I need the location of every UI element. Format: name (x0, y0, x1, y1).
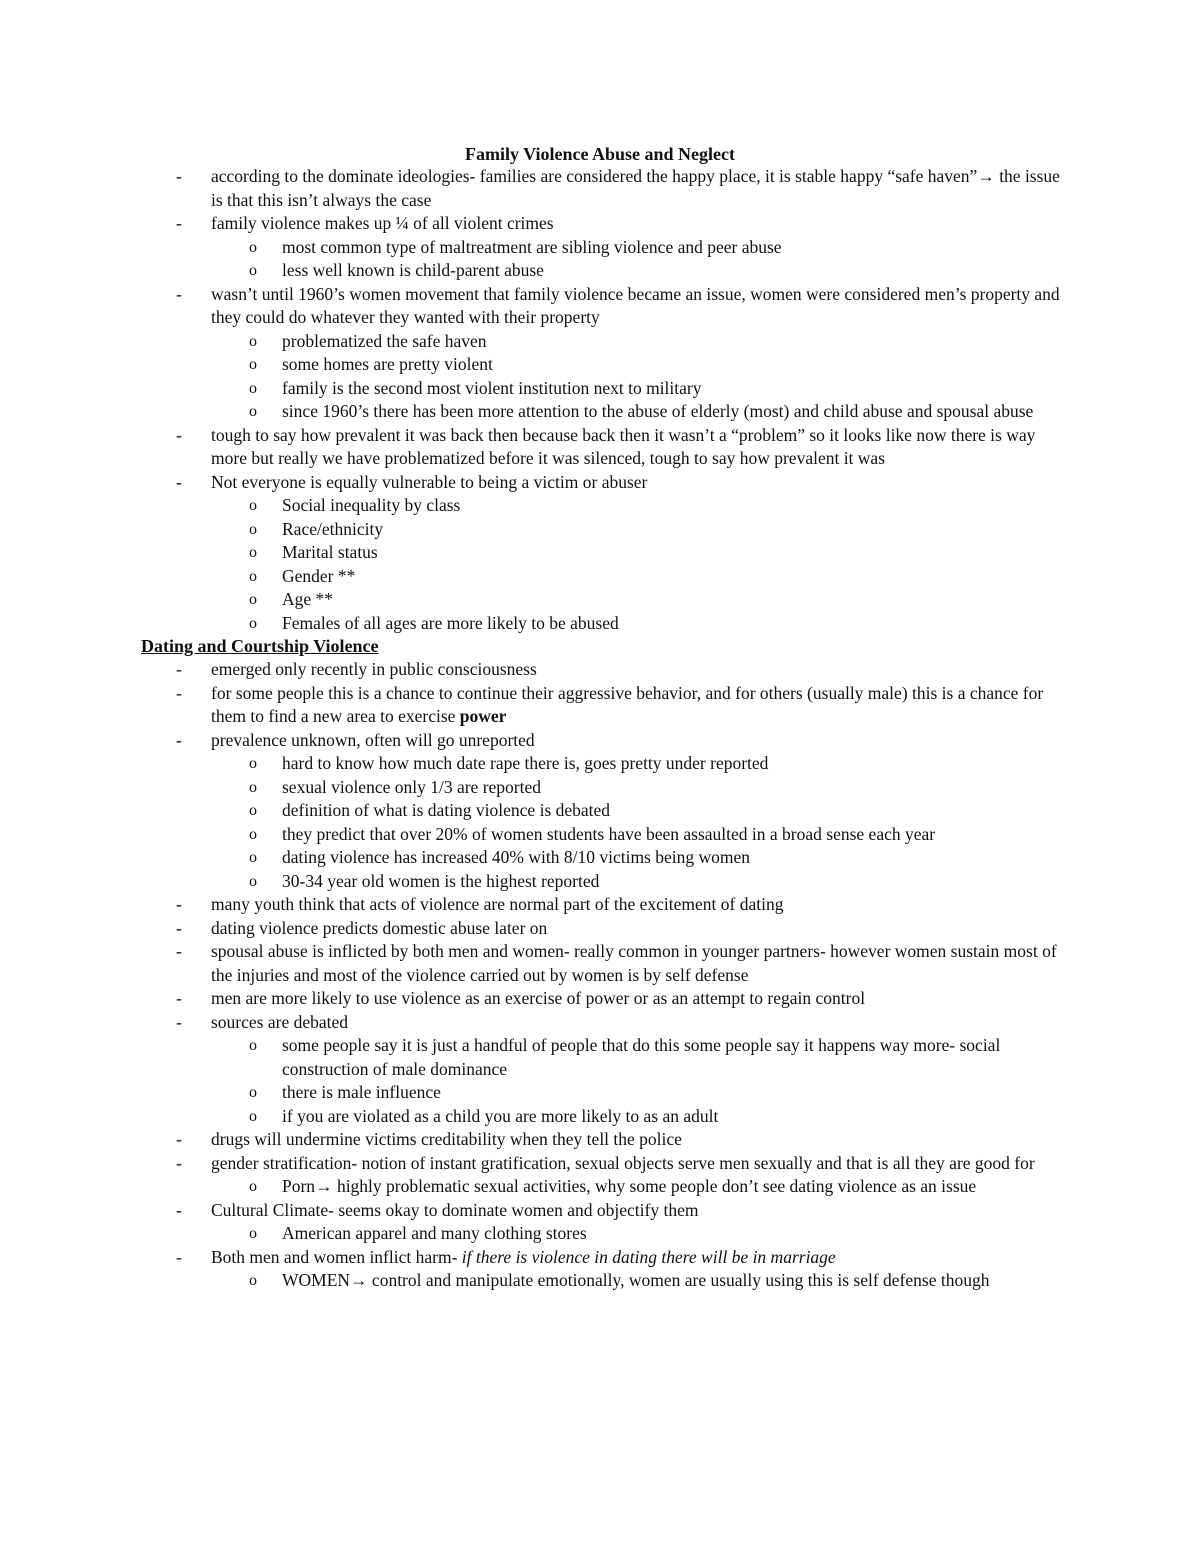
list-item (0, 1011, 1066, 1035)
sub-list-item (0, 236, 1052, 260)
list-item (0, 658, 1066, 682)
item-text: if you are violated as a child you are more likely to as an adult (282, 1105, 719, 1126)
circle-bullet: o (249, 1225, 257, 1242)
sub-list-item (0, 353, 1052, 377)
list-item (0, 165, 1066, 212)
item-text: Race/ethnicity (282, 518, 384, 539)
dash-bullet: - (176, 682, 182, 703)
item-text: some people say it is just a handful of people that do this some people say it happens way more- social construction of male dominance (282, 1035, 1001, 1079)
item-text: family violence makes up ¼ of all violent crimes (211, 213, 554, 233)
sub-list-item (0, 588, 1052, 612)
item-text: most common type of maltreatment are sibling violence and peer abuse (282, 236, 782, 257)
list-item (0, 987, 1066, 1011)
circle-bullet: o (249, 520, 257, 538)
circle-bullet: o (249, 544, 257, 561)
sub-list-item (0, 846, 1052, 870)
circle-bullet: o (249, 567, 257, 585)
italic-text: if there is violence in dating there will be in marriage (461, 1246, 836, 1267)
section-heading: Dating and Courtship Violence (141, 636, 379, 656)
item-text: since 1960’s there has been more attention to the abuse of elderly (most) and child abuse and spousal abuse (282, 401, 1034, 421)
dash-bullet: - (176, 1246, 182, 1267)
item-text: control and manipulate emotionally, women are usually using this is self defense though (367, 1270, 990, 1290)
item-text: highly problematic sexual activities, why some people don’t see dating violence as an issue (332, 1176, 977, 1196)
item-text: Social inequality by class (282, 495, 461, 515)
sub-list-item (0, 776, 1052, 800)
list-item (0, 917, 1066, 941)
sub-list-item (0, 330, 1052, 354)
circle-bullet: o (249, 332, 257, 350)
item-text: spousal abuse is inflicted by both men and women- really common in younger partners- however women sustain most of the injuries and most of the violence carried out by women is by self defense (211, 941, 1057, 985)
list-item (0, 424, 1066, 471)
document-body (0, 165, 1200, 1293)
item-text: 30-34 year old women is the highest reported (282, 870, 600, 891)
item-text: emerged only recently in public consciousness (211, 659, 537, 679)
dash-bullet: - (176, 283, 182, 304)
circle-bullet: o (249, 825, 257, 843)
circle-bullet: o (249, 849, 257, 866)
circle-bullet: o (249, 802, 257, 819)
circle-bullet: o (249, 1272, 257, 1289)
item-text: Not everyone is equally vulnerable to being a victim or abuser (211, 471, 648, 492)
circle-bullet: o (249, 262, 257, 279)
item-text: Marital status (282, 542, 378, 562)
item-text: Females of all ages are more likely to be abused (282, 612, 619, 633)
circle-bullet: o (249, 755, 257, 772)
bold-text: power (459, 706, 507, 726)
sub-list-item (0, 259, 1052, 283)
sub-list-item (0, 799, 1052, 823)
item-text: men are more likely to use violence as an exercise of power or as an attempt to regain control (211, 988, 866, 1008)
circle-bullet: o (249, 403, 257, 420)
sub-list-item (0, 1105, 1052, 1129)
item-text: sources are debated (211, 1011, 349, 1032)
item-text: American apparel and many clothing stores (282, 1223, 587, 1243)
item-text: less well known is child-parent abuse (282, 260, 544, 280)
item-text: there is male influence (282, 1082, 441, 1102)
sub-list-item (0, 612, 1052, 636)
item-text: drugs will undermine victims creditability when they tell the police (211, 1129, 682, 1149)
item-text: definition of what is dating violence is debated (282, 800, 611, 820)
circle-bullet: o (249, 1107, 257, 1125)
sub-list-item (0, 823, 1052, 847)
dash-bullet: - (176, 213, 182, 233)
list-item (0, 283, 1066, 330)
sub-list-item (0, 1269, 1052, 1293)
dash-bullet: - (176, 894, 182, 914)
item-text: according to the dominate ideologies- families are considered the happy place, it is stable happy “safe haven” (211, 166, 978, 186)
item-text: gender stratification- notion of instant gratification, sexual objects serve men sexually and that is all they are good for (211, 1152, 1035, 1173)
item-text: family is the second most violent institution next to military (282, 377, 702, 398)
sub-list-item (0, 377, 1052, 401)
sub-list-item (0, 1081, 1052, 1105)
list-item (0, 893, 1066, 917)
item-text: prevalence unknown, often will go unreported (211, 729, 535, 750)
item-text: for some people this is a chance to continue their aggressive behavior, and for others (usually male) this is a chance for them to find a new area to exercise (211, 682, 1044, 726)
sub-list-item (0, 1175, 1052, 1199)
dash-bullet: - (176, 471, 182, 492)
item-text: sexual violence only 1/3 are reported (282, 776, 541, 797)
document-title: Family Violence Abuse and Neglect (465, 144, 735, 164)
dash-bullet: - (176, 1152, 182, 1173)
dash-bullet: - (176, 1011, 182, 1032)
item-text: Age ** (282, 589, 334, 609)
list-item (0, 1246, 1066, 1270)
dash-bullet: - (176, 941, 182, 961)
circle-bullet: o (249, 356, 257, 373)
circle-bullet: o (249, 778, 257, 796)
circle-bullet: o (249, 379, 257, 397)
circle-bullet: o (249, 238, 257, 256)
item-text: Cultural Climate- seems okay to dominate women and objectify them (211, 1199, 699, 1220)
circle-bullet: o (249, 614, 257, 632)
dash-bullet: - (176, 166, 182, 186)
item-text: Both men and women inflict harm- (211, 1246, 462, 1267)
item-text: many youth think that acts of violence are normal part of the excitement of dating (211, 894, 784, 914)
sub-list-item (0, 565, 1052, 589)
dash-bullet: - (176, 917, 182, 938)
item-text: WOMEN (282, 1270, 351, 1290)
item-text: problematized the safe haven (282, 330, 487, 351)
sub-list-item (0, 752, 1052, 776)
sub-list-item (0, 1222, 1052, 1246)
list-item (0, 940, 1066, 987)
list-item (0, 729, 1066, 753)
item-text: the issue is that this isn’t always the case (211, 166, 1060, 210)
dash-bullet: - (176, 729, 182, 750)
sub-list-item (0, 870, 1052, 894)
item-text: hard to know how much date rape there is, goes pretty under reported (282, 753, 769, 773)
sub-list-item (0, 400, 1052, 424)
item-text: wasn’t until 1960’s women movement that family violence became an issue, women were considered men’s property and they could do whatever they wanted with their property (211, 283, 1060, 327)
circle-bullet: o (249, 1178, 257, 1195)
sub-list-item (0, 541, 1052, 565)
dash-bullet: - (176, 1129, 182, 1149)
list-item (0, 1199, 1066, 1223)
list-item (0, 212, 1066, 236)
dash-bullet: - (176, 1199, 182, 1220)
item-text: Porn (282, 1176, 316, 1196)
sub-list-item (0, 1034, 1052, 1081)
list-item (0, 1128, 1066, 1152)
arrow-icon: → (315, 1176, 333, 1196)
arrow-icon: → (977, 166, 995, 186)
sub-list-item (0, 518, 1052, 542)
list-item (0, 1152, 1066, 1176)
circle-bullet: o (249, 497, 257, 514)
dash-bullet: - (176, 659, 182, 679)
sub-list-item (0, 494, 1052, 518)
item-text: they predict that over 20% of women students have been assaulted in a broad sense each year (282, 823, 936, 844)
list-item (0, 682, 1066, 729)
item-text: Gender ** (282, 565, 356, 586)
item-text: dating violence predicts domestic abuse later on (211, 917, 548, 938)
item-text: dating violence has increased 40% with 8/10 victims being women (282, 847, 751, 867)
list-item (0, 471, 1066, 495)
item-text: tough to say how prevalent it was back then because back then it wasn’t a “problem” so it looks like now there is way more but really we have problematized before it was silenced, tough to say how prevalent it was (211, 424, 1036, 468)
circle-bullet: o (249, 591, 257, 608)
item-text: some homes are pretty violent (282, 354, 493, 374)
circle-bullet: o (249, 1084, 257, 1101)
arrow-icon: → (350, 1270, 368, 1290)
circle-bullet: o (249, 872, 257, 890)
dash-bullet: - (176, 424, 182, 445)
dash-bullet: - (176, 988, 182, 1008)
circle-bullet: o (249, 1037, 257, 1054)
